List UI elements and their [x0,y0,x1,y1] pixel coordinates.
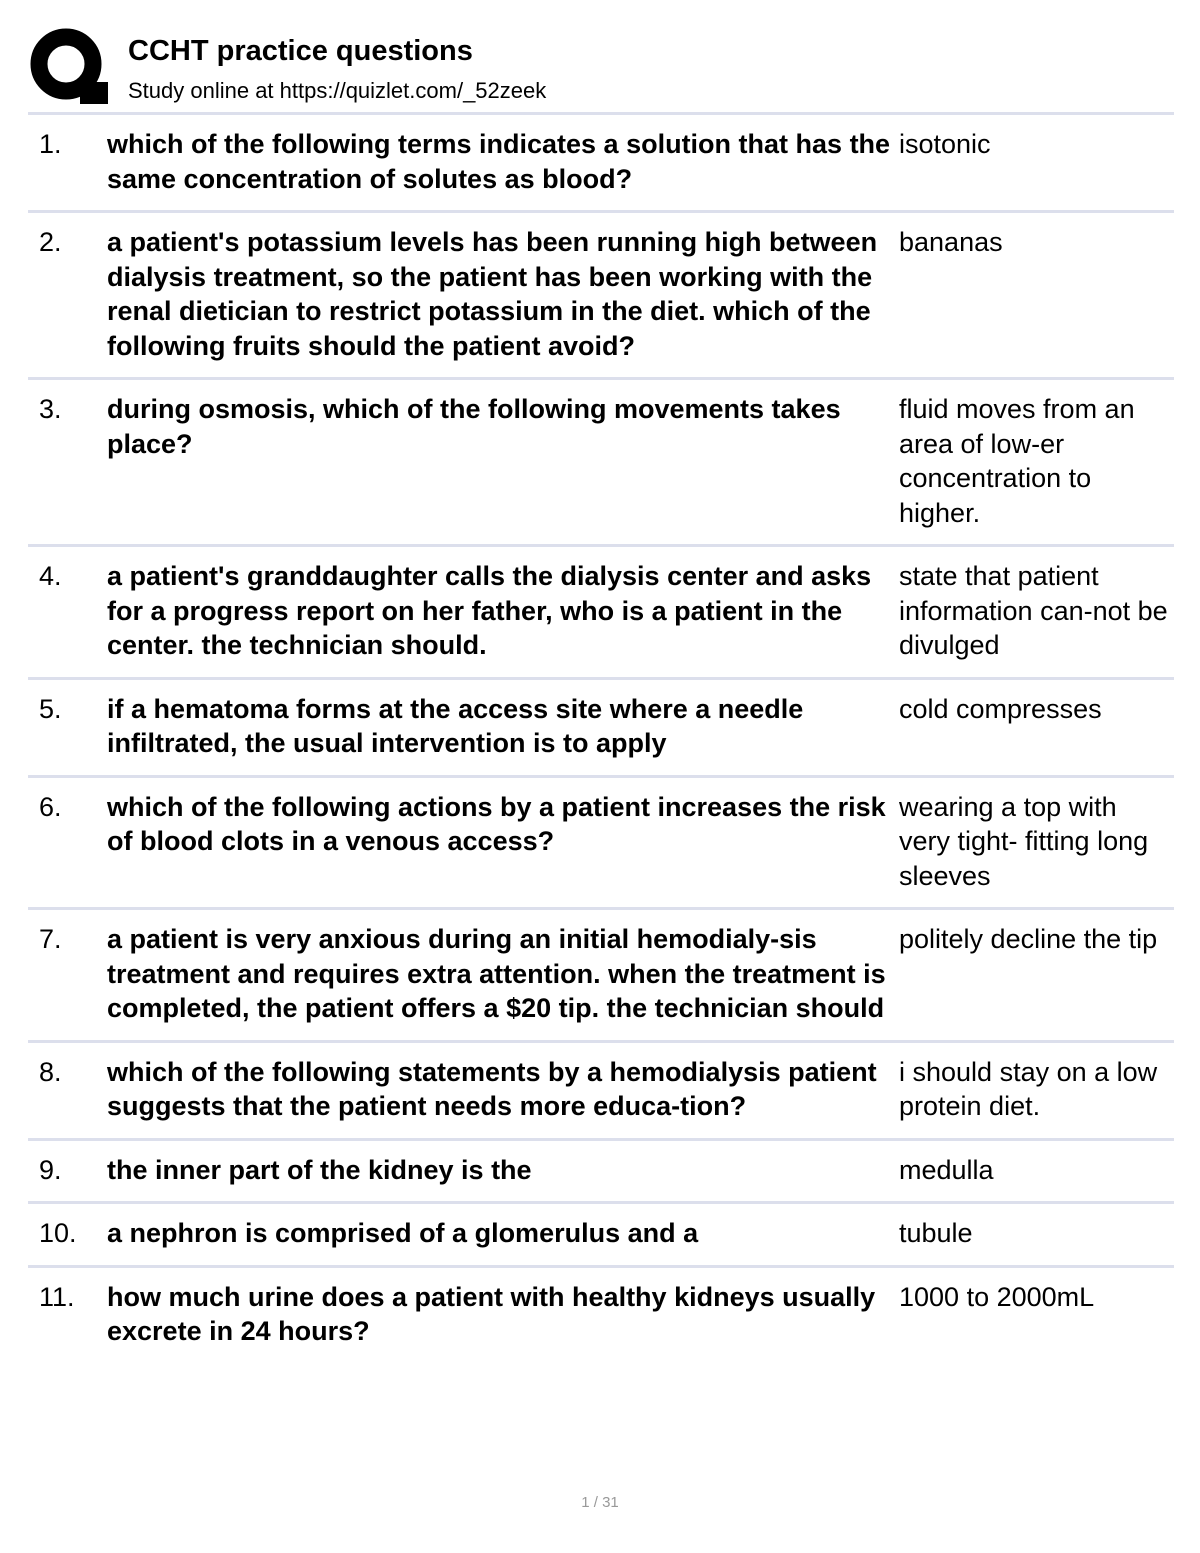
qa-row-7 [28,910,1174,1043]
question-number: 1. [39,129,62,159]
question-text: a patient's potassium levels has been running high between dialysis treatment, so the patient has been working with the renal dietician to restrict potassium in the diet. which of the following fruits should the patient avoid? [107,227,878,361]
question-text: if a hematoma forms at the access site where a needle infiltrated, the usual intervention is to apply [107,693,804,758]
question-text: the inner part of the kidney is the [107,1154,532,1185]
question-number: 4. [39,561,62,591]
qa-row-8 [28,1043,1174,1141]
study-online-link-text: Study online at https://quizlet.com/_52zeek [128,78,547,103]
question-number: 11. [39,1281,75,1312]
qa-row-10 [28,1204,1174,1268]
answer-text: i should stay on a low protein diet. [899,1056,1158,1121]
answer-text: medulla [899,1154,994,1185]
qa-row-3 [28,380,1174,547]
answer-text: state that patient information can-not be divulged [899,561,1168,660]
question-number: 9. [39,1154,62,1185]
answer-text: 1000 to 2000mL [899,1281,1095,1312]
question-number: 6. [39,791,62,822]
question-number: 3. [39,394,62,424]
qa-row-2 [28,213,1174,380]
question-number: 2. [39,227,62,257]
answer-text: isotonic [899,129,991,159]
qa-row-1 [28,115,1174,213]
answer-text: cold compresses [899,693,1102,724]
qa-row-9 [28,1141,1174,1205]
question-text: during osmosis, which of the following movements takes place? [107,394,841,459]
question-text: how much urine does a patient with healthy kidneys usually excrete in 24 hours? [107,1281,876,1346]
answer-text: wearing a top with very tight- fitting long sleeves [899,791,1149,891]
answer-text: fluid moves from an area of low-er concentration to higher. [899,394,1135,528]
question-text: a nephron is comprised of a glomerulus and a [107,1218,699,1248]
question-text: which of the following statements by a hemodialysis patient suggests that the patient needs more educa-tion? [107,1056,877,1121]
question-text: a patient's granddaughter calls the dialysis center and asks for a progress report on her father, who is a patient in the center. the technician should. [107,561,872,660]
question-number: 7. [39,924,62,954]
answer-text: bananas [899,227,1003,257]
document-header [28,26,1174,114]
page-indicator: 1 / 31 [581,1494,619,1511]
question-text: which of the following actions by a patient increases the risk of blood clots in a venous access? [107,791,886,856]
question-number: 10. [39,1218,77,1248]
question-number: 5. [39,693,62,724]
answer-text: tubule [899,1218,973,1248]
question-text: a patient is very anxious during an initial hemodialy-sis treatment and requires extra attention. when the treatment is completed, the patient offers a $20 tip. the technician should [107,924,886,1023]
qa-row-6 [28,778,1174,911]
answer-text: politely decline the tip [899,924,1158,954]
question-answer-list [28,115,1174,1363]
qa-row-5 [28,680,1174,778]
document-title: CCHT practice questions [128,35,473,67]
quizlet-q-logo-icon [28,26,108,106]
question-text: which of the following terms indicates a solution that has the same concentration of solutes as blood? [107,129,891,194]
qa-row-4 [28,547,1174,680]
qa-row-11 [28,1268,1174,1363]
question-number: 8. [39,1056,62,1087]
